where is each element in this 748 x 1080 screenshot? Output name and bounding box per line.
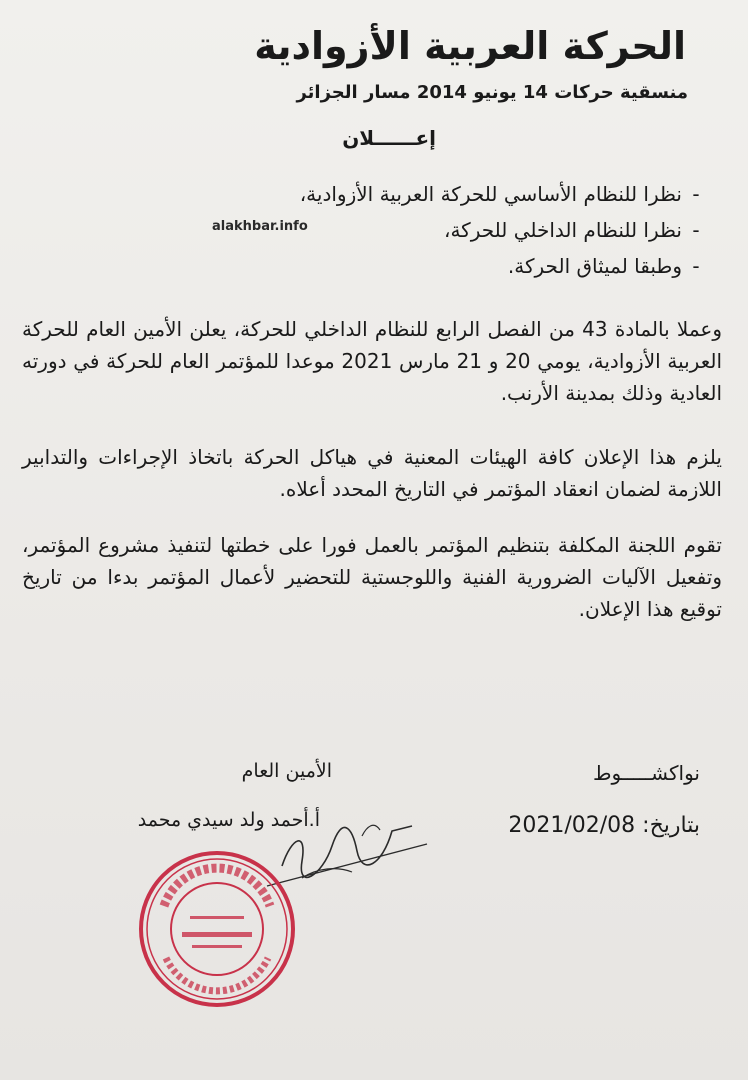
signatory-title: الأمين العام: [241, 760, 332, 782]
organization-subtitle: منسقية حركات 14 يونيو 2014 مسار الجزائر: [296, 82, 688, 103]
paragraph-committee: تقوم اللجنة المكلفة بتنظيم المؤتمر بالعمل فورا على خطتها لتنفيذ مشروع المؤتمر، وتفعيل الآليات الضرورية الفنية واللوجستية للتحضير لأعمال المؤتمر بدءا من تاريخ توقيع هذا الإعلان.: [22, 533, 722, 621]
list-item: - وطبقا لميثاق الحركة.: [150, 248, 710, 284]
paragraph-obligations: يلزم هذا الإعلان كافة الهيئات المعنية في هياكل الحركة باتخاذ الإجراءات والتدابير اللازمة لضمان انعقاد المؤتمر في التاريخ المحدد أعلاه.: [22, 445, 722, 501]
issue-date: [400, 810, 700, 842]
official-stamp: [134, 846, 300, 1012]
list-item: - نظرا للنظام الأساسي للحركة العربية الأزوادية،: [150, 176, 710, 212]
source-watermark: alakhbar.info: [212, 219, 308, 234]
place-of-issue: نواكشـــــوط: [593, 761, 700, 785]
signatory-name: أ.أحمد ولد سيدي محمد: [137, 809, 320, 831]
date-label: بتاريخ:: [642, 813, 700, 838]
organization-title: الحركة العربية الأزوادية: [254, 24, 686, 68]
date-value: 2021/02/08: [508, 813, 636, 838]
paragraph-article-43: وعملا بالمادة 43 من الفصل الرابع للنظام الداخلي للحركة، يعلن الأمين العام للحركة العربية الأزوادية، يومي 20 و 21 مارس 2021 موعدا للمؤتمر العام للحركة في دورته العادية وذلك بمدينة الأرنب.: [22, 317, 723, 405]
notice-heading: إعــــــلان: [342, 126, 436, 150]
list-item: - نظرا للنظام الداخلي للحركة،: [150, 212, 710, 248]
